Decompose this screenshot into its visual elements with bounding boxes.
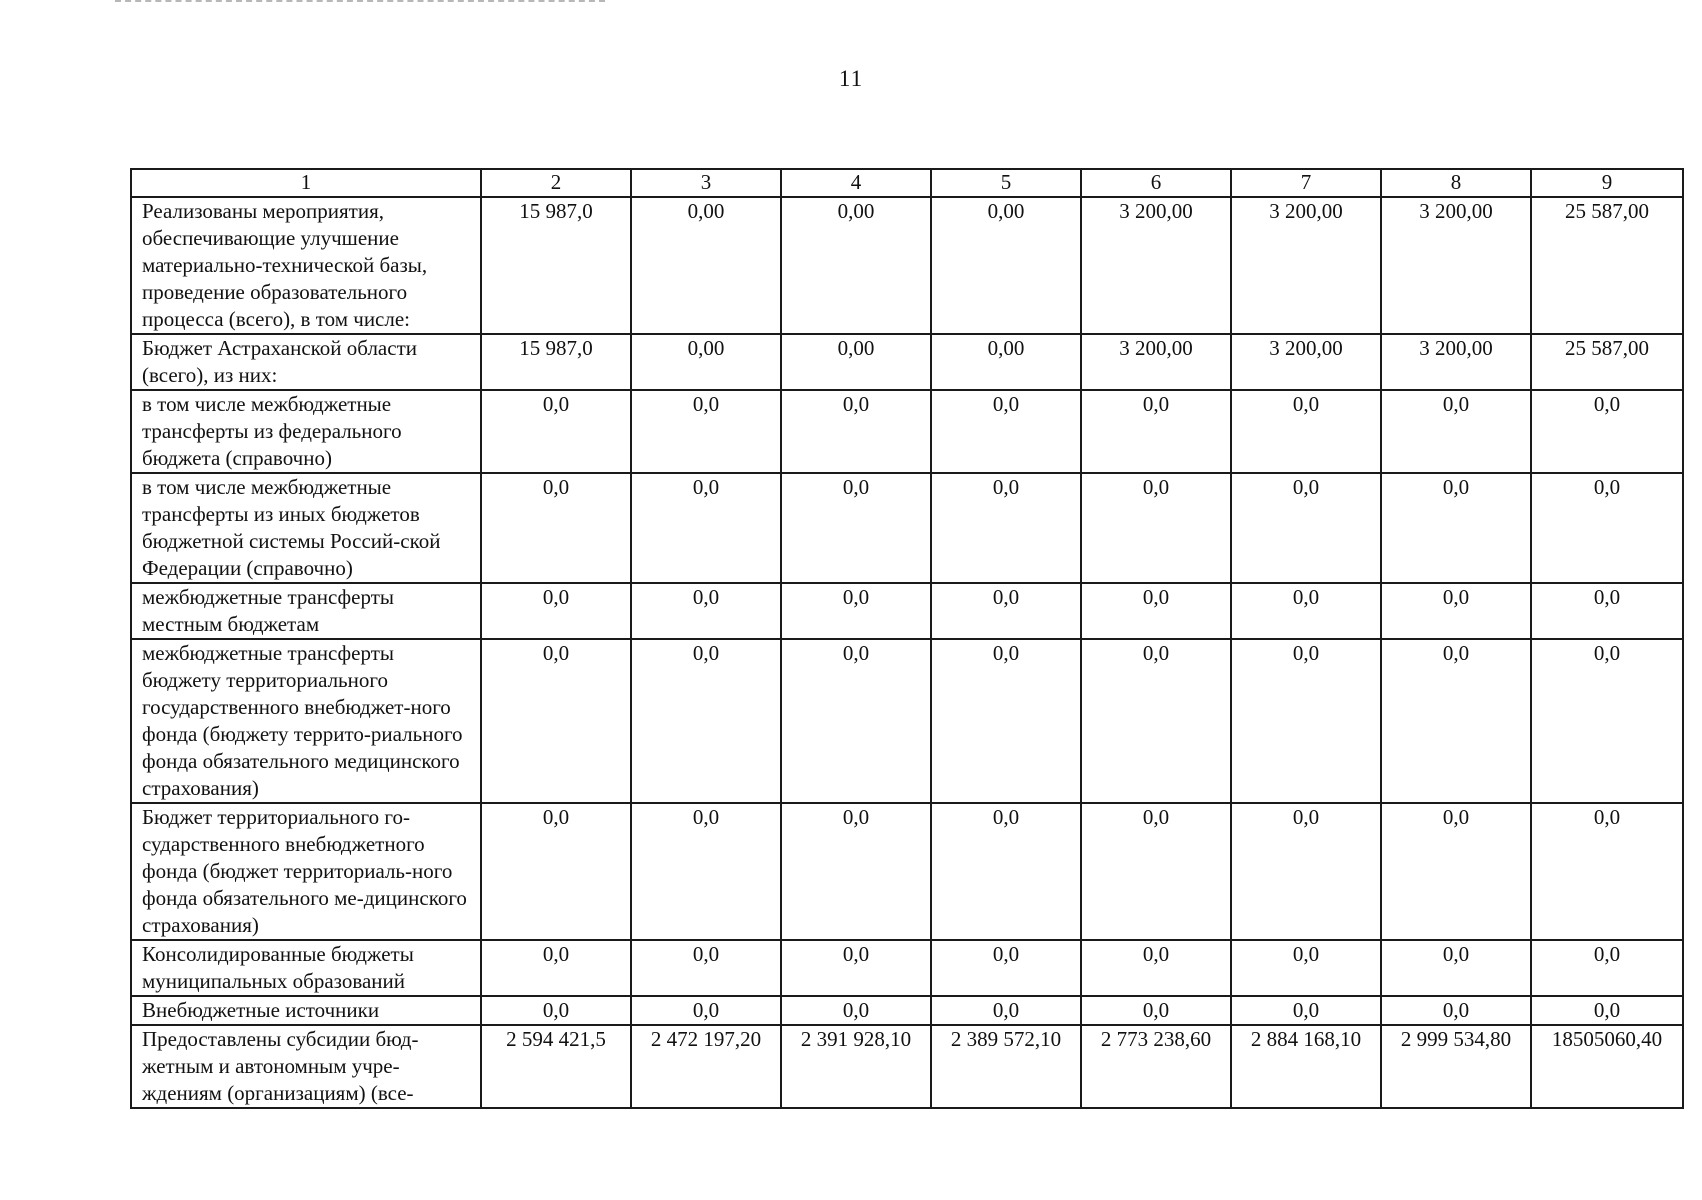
value-cell: 0,0 bbox=[1081, 473, 1231, 583]
value-cell: 0,0 bbox=[1231, 390, 1381, 473]
row-label: в том числе межбюджетные трансферты из иных бюджетов бюджетной системы Россий-ской Федерации (справочно) bbox=[131, 473, 481, 583]
budget-table bbox=[130, 168, 1684, 1109]
table-row bbox=[131, 583, 1683, 639]
value-cell: 0,0 bbox=[781, 390, 931, 473]
value-cell: 0,0 bbox=[1381, 996, 1531, 1025]
value-cell: 0,0 bbox=[631, 639, 781, 803]
value-cell: 0,0 bbox=[1381, 473, 1531, 583]
value-cell: 0,0 bbox=[781, 583, 931, 639]
table-row bbox=[131, 996, 1683, 1025]
value-cell: 2 391 928,10 bbox=[781, 1025, 931, 1108]
value-cell: 0,0 bbox=[1531, 583, 1683, 639]
row-label: Бюджет Астраханской области (всего), из них: bbox=[131, 334, 481, 390]
value-cell: 18505060,40 bbox=[1531, 1025, 1683, 1108]
row-label: Предоставлены субсидии бюд-жетным и автономным учре-ждениям (организациям) (все- bbox=[131, 1025, 481, 1108]
row-label: Реализованы мероприятия, обеспечивающие улучшение материально-технической базы, проведение образовательного процесса (всего), в том числе: bbox=[131, 197, 481, 334]
value-cell: 0,0 bbox=[1081, 996, 1231, 1025]
value-cell: 0,0 bbox=[1381, 583, 1531, 639]
value-cell: 0,0 bbox=[631, 390, 781, 473]
column-header: 9 bbox=[1531, 169, 1683, 197]
value-cell: 0,00 bbox=[631, 334, 781, 390]
value-cell: 0,0 bbox=[1231, 996, 1381, 1025]
table-row bbox=[131, 803, 1683, 940]
table-row bbox=[131, 473, 1683, 583]
value-cell: 0,00 bbox=[781, 334, 931, 390]
value-cell: 0,0 bbox=[781, 940, 931, 996]
value-cell: 2 389 572,10 bbox=[931, 1025, 1081, 1108]
value-cell: 25 587,00 bbox=[1531, 334, 1683, 390]
column-header: 1 bbox=[131, 169, 481, 197]
value-cell: 0,00 bbox=[631, 197, 781, 334]
value-cell: 0,0 bbox=[1531, 940, 1683, 996]
value-cell: 0,0 bbox=[931, 803, 1081, 940]
value-cell: 3 200,00 bbox=[1081, 197, 1231, 334]
value-cell: 0,0 bbox=[481, 803, 631, 940]
row-label: межбюджетные трансферты местным бюджетам bbox=[131, 583, 481, 639]
value-cell: 0,0 bbox=[781, 996, 931, 1025]
page-number: 11 bbox=[838, 66, 864, 91]
value-cell: 2 999 534,80 bbox=[1381, 1025, 1531, 1108]
value-cell: 0,0 bbox=[1231, 940, 1381, 996]
value-cell: 0,0 bbox=[1381, 803, 1531, 940]
value-cell: 0,0 bbox=[1381, 940, 1531, 996]
value-cell: 0,0 bbox=[1531, 390, 1683, 473]
table-row bbox=[131, 334, 1683, 390]
value-cell: 3 200,00 bbox=[1231, 197, 1381, 334]
value-cell: 0,0 bbox=[1531, 473, 1683, 583]
value-cell: 2 773 238,60 bbox=[1081, 1025, 1231, 1108]
value-cell: 0,0 bbox=[931, 473, 1081, 583]
value-cell: 25 587,00 bbox=[1531, 197, 1683, 334]
value-cell: 2 472 197,20 bbox=[631, 1025, 781, 1108]
row-label: Внебюджетные источники bbox=[131, 996, 481, 1025]
value-cell: 0,0 bbox=[931, 996, 1081, 1025]
column-header: 4 bbox=[781, 169, 931, 197]
row-label: межбюджетные трансферты бюджету территориального государственного внебюджет-ного фонда (бюджету террито-риального фонда обязательного медицинского страхования) bbox=[131, 639, 481, 803]
value-cell: 0,0 bbox=[1531, 803, 1683, 940]
table-row bbox=[131, 390, 1683, 473]
value-cell: 0,0 bbox=[481, 473, 631, 583]
column-header: 8 bbox=[1381, 169, 1531, 197]
row-label: Бюджет территориального го-сударственного внебюджетного фонда (бюджет территориаль-ного фонда обязательного ме-дицинского страхования) bbox=[131, 803, 481, 940]
value-cell: 0,00 bbox=[931, 334, 1081, 390]
value-cell: 0,0 bbox=[781, 473, 931, 583]
scan-edge-line bbox=[115, 0, 605, 4]
value-cell: 2 594 421,5 bbox=[481, 1025, 631, 1108]
value-cell: 0,0 bbox=[631, 940, 781, 996]
row-label: Консолидированные бюджеты муниципальных образований bbox=[131, 940, 481, 996]
value-cell: 0,00 bbox=[781, 197, 931, 334]
value-cell: 0,0 bbox=[1231, 473, 1381, 583]
value-cell: 3 200,00 bbox=[1381, 334, 1531, 390]
value-cell: 0,0 bbox=[481, 390, 631, 473]
table-row bbox=[131, 197, 1683, 334]
value-cell: 0,0 bbox=[481, 940, 631, 996]
column-header: 6 bbox=[1081, 169, 1231, 197]
header-row bbox=[131, 169, 1683, 197]
value-cell: 0,0 bbox=[1531, 639, 1683, 803]
table-row bbox=[131, 1025, 1683, 1108]
value-cell: 0,0 bbox=[481, 583, 631, 639]
value-cell: 0,0 bbox=[781, 803, 931, 940]
value-cell: 0,0 bbox=[1531, 996, 1683, 1025]
value-cell: 0,0 bbox=[631, 473, 781, 583]
value-cell: 0,0 bbox=[631, 803, 781, 940]
value-cell: 0,00 bbox=[931, 197, 1081, 334]
value-cell: 3 200,00 bbox=[1081, 334, 1231, 390]
table-row bbox=[131, 639, 1683, 803]
value-cell: 0,0 bbox=[1081, 390, 1231, 473]
value-cell: 0,0 bbox=[931, 583, 1081, 639]
value-cell: 0,0 bbox=[931, 940, 1081, 996]
row-label: в том числе межбюджетные трансферты из федерального бюджета (справочно) bbox=[131, 390, 481, 473]
table-body bbox=[131, 197, 1683, 1108]
value-cell: 3 200,00 bbox=[1381, 197, 1531, 334]
value-cell: 15 987,0 bbox=[481, 334, 631, 390]
value-cell: 3 200,00 bbox=[1231, 334, 1381, 390]
value-cell: 0,0 bbox=[1381, 639, 1531, 803]
column-header: 2 bbox=[481, 169, 631, 197]
value-cell: 0,0 bbox=[931, 390, 1081, 473]
value-cell: 0,0 bbox=[1081, 803, 1231, 940]
column-header: 3 bbox=[631, 169, 781, 197]
value-cell: 15 987,0 bbox=[481, 197, 631, 334]
value-cell: 0,0 bbox=[631, 583, 781, 639]
value-cell: 0,0 bbox=[1231, 639, 1381, 803]
value-cell: 0,0 bbox=[481, 996, 631, 1025]
value-cell: 0,0 bbox=[1081, 583, 1231, 639]
value-cell: 0,0 bbox=[481, 639, 631, 803]
value-cell: 0,0 bbox=[631, 996, 781, 1025]
value-cell: 0,0 bbox=[781, 639, 931, 803]
value-cell: 2 884 168,10 bbox=[1231, 1025, 1381, 1108]
value-cell: 0,0 bbox=[1081, 940, 1231, 996]
table-row bbox=[131, 940, 1683, 996]
value-cell: 0,0 bbox=[1231, 803, 1381, 940]
column-header: 5 bbox=[931, 169, 1081, 197]
value-cell: 0,0 bbox=[1381, 390, 1531, 473]
value-cell: 0,0 bbox=[1231, 583, 1381, 639]
value-cell: 0,0 bbox=[1081, 639, 1231, 803]
value-cell: 0,0 bbox=[931, 639, 1081, 803]
column-header: 7 bbox=[1231, 169, 1381, 197]
